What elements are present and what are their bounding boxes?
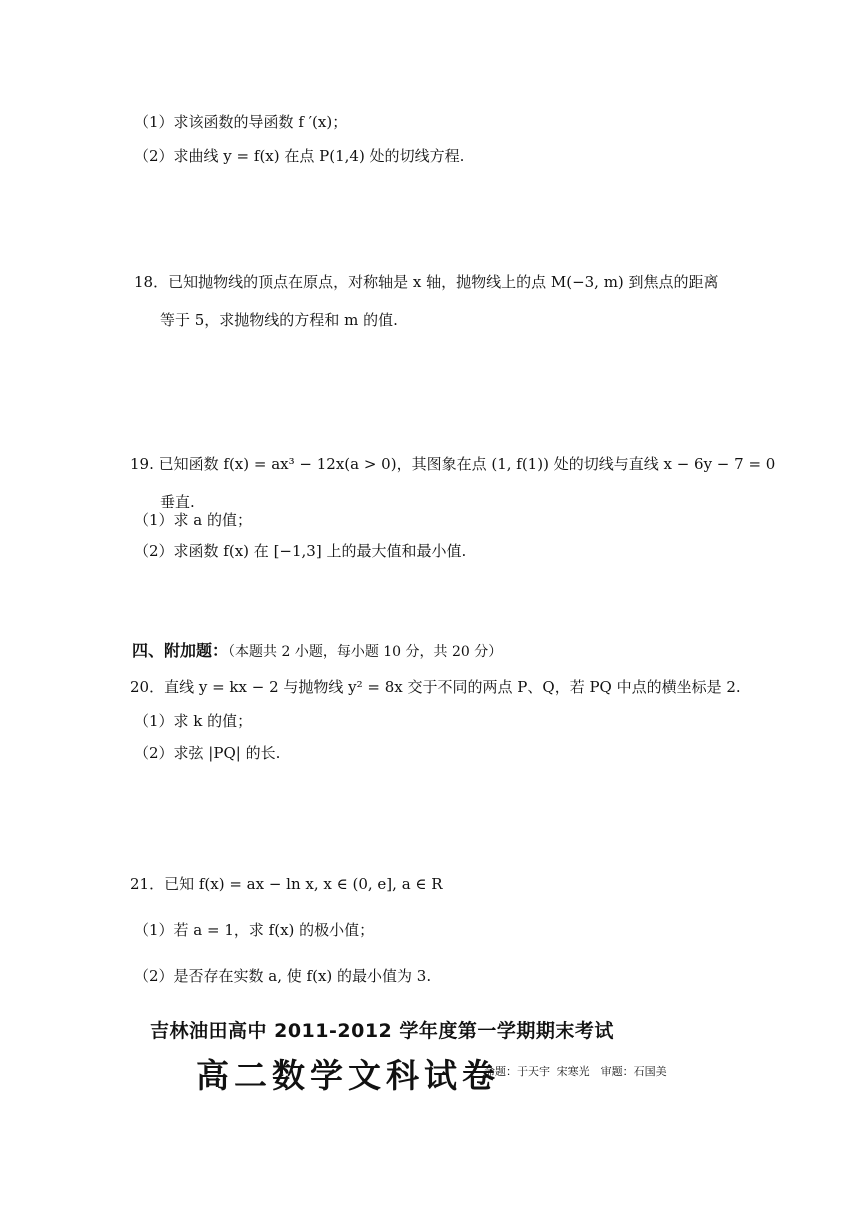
q18-line2: 等于 5，求抛物线的方程和 m 的值. (160, 311, 398, 329)
q18-line1: 18．已知抛物线的顶点在原点，对称轴是 x 轴，抛物线上的点 M(−3, m) 到焦点的距离 (134, 273, 719, 291)
q19-line2: 垂直. (160, 493, 195, 511)
section-heading-label: 四、附加题： (132, 641, 229, 660)
q20-part1: （1）求 k 的值； (134, 712, 253, 730)
q17-part1: （1）求该函数的导函数 f ′(x)； (134, 113, 348, 131)
q17-part2: （2）求曲线 y = f(x) 在点 P(1,4) 处的切线方程. (134, 147, 465, 165)
q19-line1: 19. 已知函数 f(x) = ax³ − 12x(a > 0)，其图象在点 (1, f(1)) 处的切线与直线 x − 6y − 7 = 0 (130, 455, 776, 473)
exam-title: 高二数学文科试卷 (196, 1056, 500, 1095)
section-heading-note: （本题共 2 小题，每小题 10 分，共 20 分） (228, 644, 503, 660)
q21-part2: （2）是否存在实数 a, 使 f(x) 的最小值为 3. (134, 967, 432, 985)
q21-line1: 21．已知 f(x) = ax − ln x, x ∈ (0, e], a ∈ R (130, 875, 443, 893)
q19-part2: （2）求函数 f(x) 在 [−1,3] 上的最大值和最小值. (134, 542, 467, 560)
q20-part2: （2）求弦 |PQ| 的长. (134, 744, 281, 762)
section-heading (132, 641, 502, 662)
q19-part1: （1）求 a 的值； (134, 511, 253, 529)
q21-part1: （1）若 a = 1，求 f(x) 的极小值； (134, 921, 375, 939)
school-title: 吉林油田高中 2011-2012 学年度第一学期期末考试 (150, 1020, 614, 1042)
exam-credits: 命题：于天宇 宋寒光 审题：石国美 (484, 1065, 667, 1078)
q20-line1: 20．直线 y = kx − 2 与抛物线 y² = 8x 交于不同的两点 P、Q，若 PQ 中点的横坐标是 2. (130, 678, 741, 696)
